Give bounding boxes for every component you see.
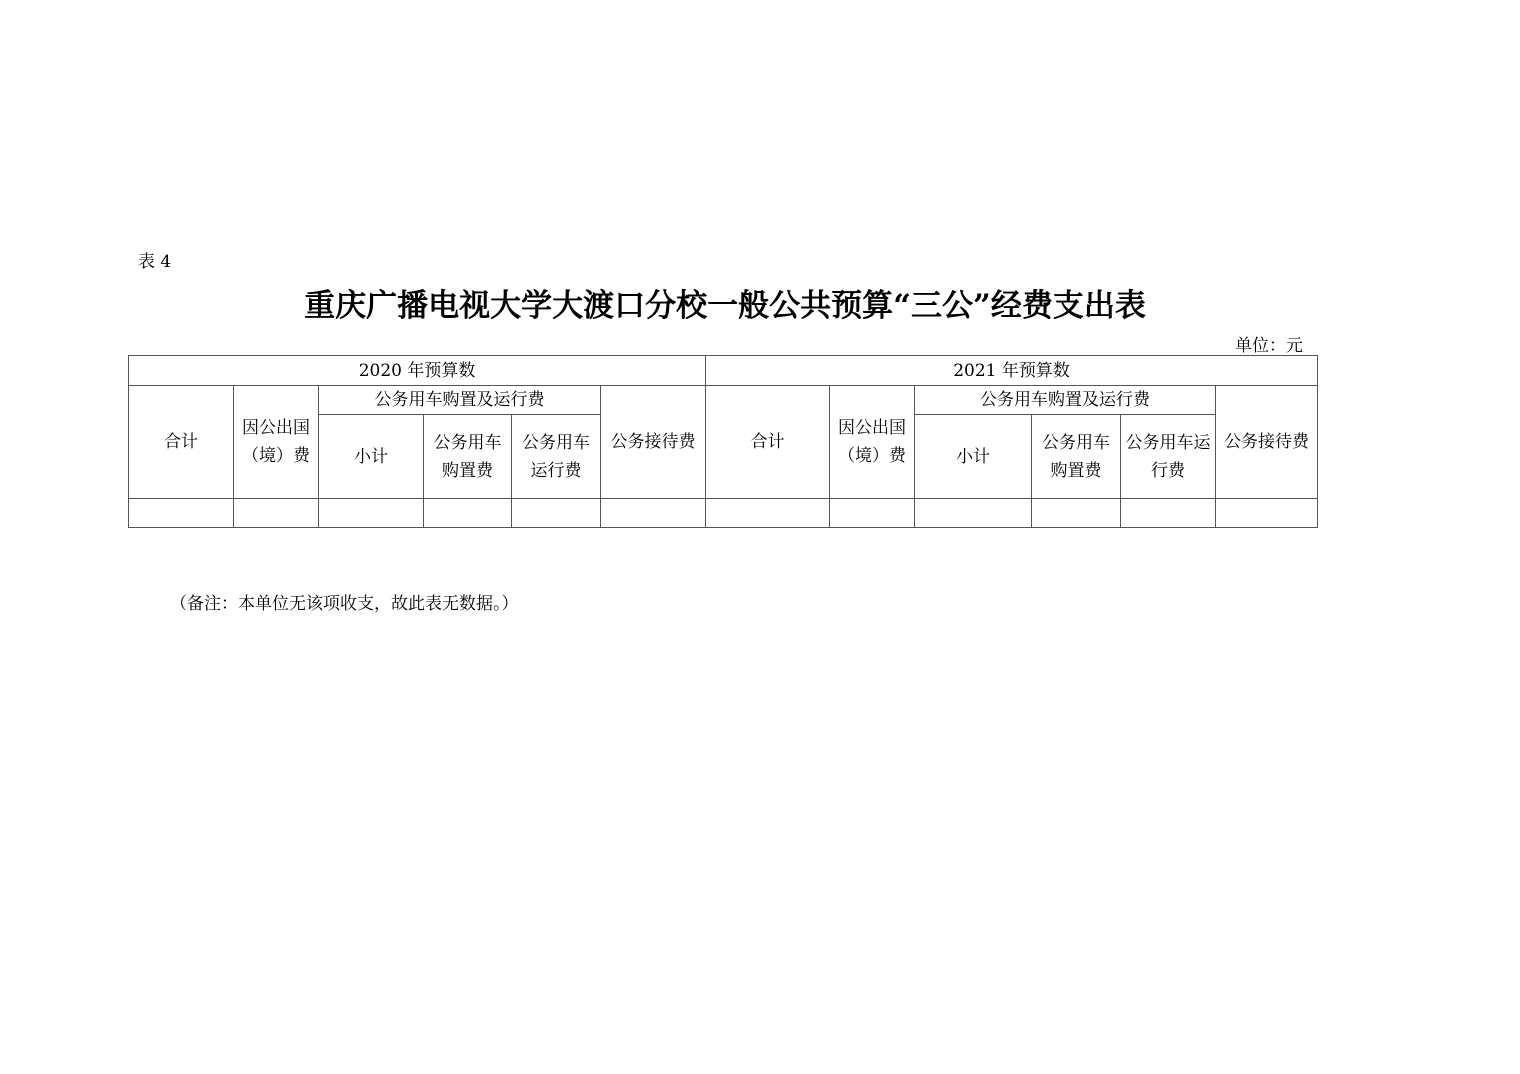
- table-row: [129, 499, 1318, 528]
- year-2021-header: 2021 年预算数: [706, 356, 1318, 386]
- col-vehicle-purchase-2020: 公务用车购置费: [424, 415, 512, 499]
- col-vehicle-group-2021: 公务用车购置及运行费: [915, 386, 1216, 415]
- col-abroad-2021: 因公出国（境）费: [830, 386, 915, 499]
- col-subtotal-2020: 小计: [319, 415, 424, 499]
- cell-total-2021: [706, 499, 830, 528]
- document-title: 重庆广播电视大学大渡口分校一般公共预算“三公”经费支出表: [304, 288, 1146, 324]
- header-row-years: [129, 356, 1318, 386]
- col-reception-2021: 公务接待费: [1216, 386, 1318, 499]
- cell-abroad-2020: [234, 499, 319, 528]
- cell-reception-2021: [1216, 499, 1318, 528]
- cell-subtotal-2020: [319, 499, 424, 528]
- cell-vehicle-purchase-2020: [424, 499, 512, 528]
- cell-subtotal-2021: [915, 499, 1032, 528]
- unit-label: 单位：元: [1235, 336, 1303, 356]
- col-total-2021: 合计: [706, 386, 830, 499]
- col-vehicle-operation-2021: 公务用车运行费: [1121, 415, 1216, 499]
- col-vehicle-purchase-2021: 公务用车购置费: [1032, 415, 1121, 499]
- col-total-2020: 合计: [129, 386, 234, 499]
- col-vehicle-group-2020: 公务用车购置及运行费: [319, 386, 601, 415]
- cell-vehicle-purchase-2021: [1032, 499, 1121, 528]
- footnote: （备注：本单位无该项收支，故此表无数据。）: [170, 594, 519, 614]
- col-vehicle-operation-2020: 公务用车运行费: [512, 415, 601, 499]
- budget-table: [128, 355, 1318, 528]
- cell-vehicle-operation-2020: [512, 499, 601, 528]
- col-abroad-2020: 因公出国（境）费: [234, 386, 319, 499]
- year-2020-header: 2020 年预算数: [129, 356, 706, 386]
- table-number-label: 表 4: [138, 252, 172, 272]
- cell-vehicle-operation-2021: [1121, 499, 1216, 528]
- cell-abroad-2021: [830, 499, 915, 528]
- cell-reception-2020: [601, 499, 706, 528]
- header-row-categories: [129, 386, 1318, 415]
- col-reception-2020: 公务接待费: [601, 386, 706, 499]
- cell-total-2020: [129, 499, 234, 528]
- col-subtotal-2021: 小计: [915, 415, 1032, 499]
